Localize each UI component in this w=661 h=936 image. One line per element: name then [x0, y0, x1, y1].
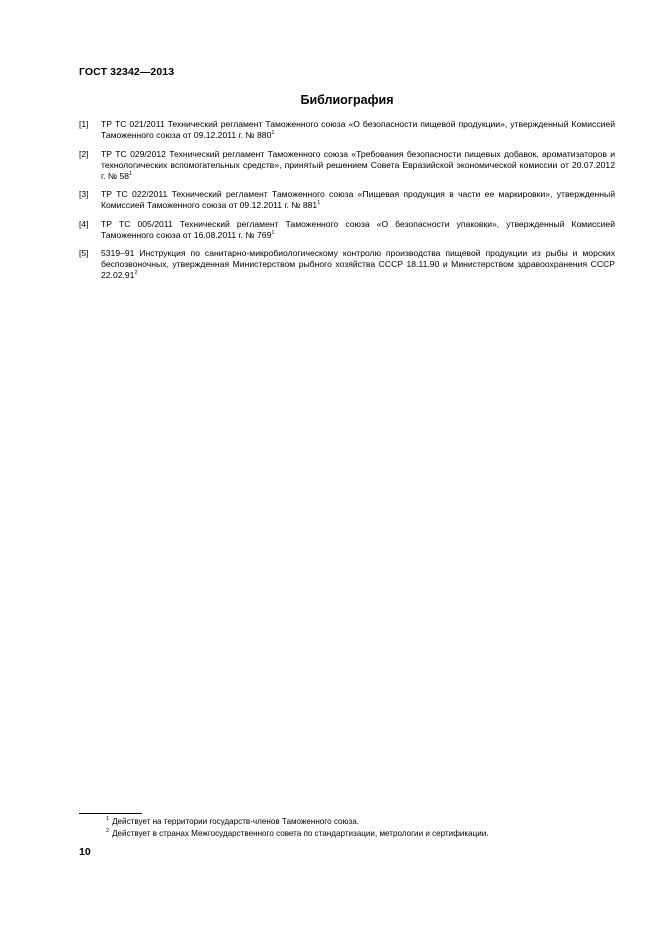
footnote-1 [106, 816, 626, 828]
footnote-divider [79, 813, 142, 814]
bibliography-item-5 [79, 248, 615, 281]
bibliography-item-2 [79, 149, 615, 182]
bibliography-text: ТР ТС 029/2012 Технический регламент Таможенного союза «Требования безопасности пищевых добавок, ароматизаторов и технологических вспомогательных средств», принятый решением Совета Евразийской экономической комиссии от 20.07.2012 г. № $58^1$ [101, 148, 615, 181]
footnote-mark: 2 [106, 828, 110, 835]
footnote-mark: 1 [106, 816, 110, 823]
bibliography-text: 5319–91 Инструкция по санитарно-микробиологическому контролю производства пищевой продукции из рыбы и морских беспозвоночных, утвержденная Министерством рыбного хозяйства СССР 18.11.90 и Министерством здравоохранения СССР 22.02.91$^2$ [101, 248, 615, 280]
bibliography-item-1 [79, 119, 615, 141]
bibliography-number: [1] [79, 119, 89, 129]
bibliography-number: [5] [79, 248, 89, 258]
section-title: Библиография [300, 93, 394, 107]
footnote-reference: 2 [134, 270, 138, 277]
footnotes [106, 816, 626, 840]
standard-code-header: ГОСТ 32342—2013 [79, 66, 175, 78]
footnote-reference: 1 [271, 229, 275, 236]
bibliography-text: ТР ТС 021/2011 Технический регламент Таможенного союза «О безопасности пищевой продукции», утвержденный Комиссией Таможенного союза от 09.12.2011 г. № $880^1$ [101, 119, 615, 140]
bibliography-item-4 [79, 219, 615, 241]
bibliography-number: [4] [79, 218, 89, 229]
footnote-2 [106, 828, 626, 840]
bibliography-list [79, 119, 615, 289]
footnote-reference: 1 [271, 130, 275, 137]
bibliography-number: [2] [79, 148, 89, 159]
bibliography-number: [3] [79, 189, 89, 199]
page-number: 10 [79, 846, 91, 858]
footnote-reference: 1 [317, 200, 321, 207]
footnote-reference: 1 [129, 170, 133, 177]
footnote-text: Действует на территории государств-членов Таможенного союза. [112, 817, 359, 826]
bibliography-text: ТР ТС 005/2011 Технический регламент Таможенного союза «О безопасности упаковки», утвержденный Комиссией Таможенного союза от 16.08.2011 г. № $769^1$ [101, 218, 615, 240]
bibliography-item-3 [79, 189, 615, 211]
bibliography-text: ТР ТС 022/2011 Технический регламент Таможенного союза «Пищевая продукция в части ее маркировки», утвержденный Комиссией Таможенного союза от 09.12.2011 г. № $881^1$ [101, 189, 615, 210]
footnote-text: Действует в странах Межгосударственного совета по стандартизации, метрологии и сертификации. [112, 829, 489, 838]
